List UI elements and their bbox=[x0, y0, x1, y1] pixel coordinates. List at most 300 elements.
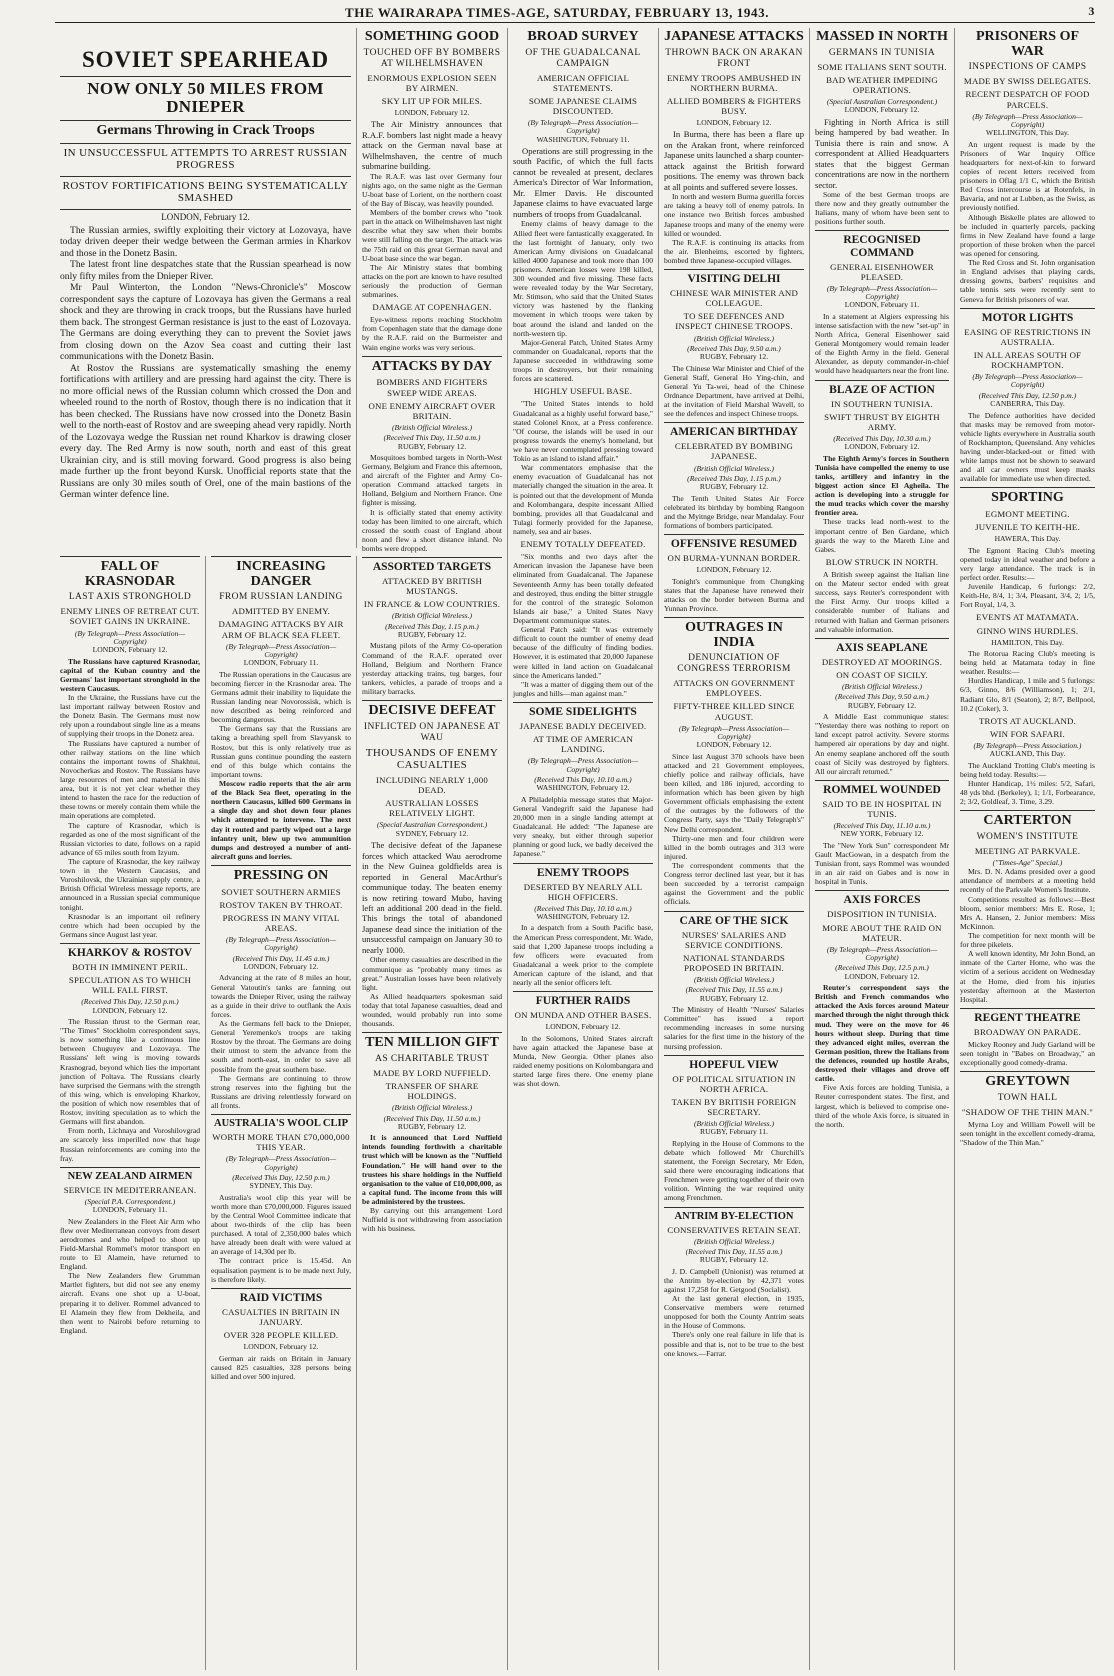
paragraph: In the Ukraine, the Russians have cut the last important railway between Rostov and the Donetz Basin. The Germans must now rely upon a roundabout single line as a means of supplying their troops in the Donetz area. bbox=[60, 692, 200, 739]
dateline-matamata: HAMILTON, This Day. bbox=[991, 637, 1064, 647]
subhead-assorted: ATTACKED BY BRITISH MUSTANGS. bbox=[381, 576, 483, 597]
paragraph: Some of the best German troops are there now and they greatly outnumber the Italians, many of whom have been sent to positions further south. bbox=[815, 190, 949, 227]
body-wool bbox=[211, 1193, 351, 1284]
body-japattacks bbox=[664, 129, 804, 192]
paragraph: An urgent request is made by the Prisoners of War Inquiry Office headquarters for next-of-kin to forward copies of recent letters received from prisoners in Oflag 1/1 C, which the British Red Cross intercourse is at Rotenfels, in Bavaria, and not at Lubben, as the Swiss, as previously notified. bbox=[960, 139, 1095, 213]
subhead-sporting-2: JUVENILE TO KEITH-HE. bbox=[975, 522, 1080, 533]
subhead-raid: CASUALTIES IN BRITAIN IN JANUARY. bbox=[222, 1306, 340, 1327]
subhead-sidelights-2: AT TIME OF AMERICAN LANDING. bbox=[532, 734, 633, 755]
headline-antrim: ANTRIM BY-ELECTION bbox=[674, 1210, 794, 1222]
headline-danger: INCREASING DANGER bbox=[236, 559, 326, 589]
paragraph: At the last general election, in 1935, Conservative members were returned unopposed for both the County Antrim seats in the House of Commons. bbox=[664, 1294, 804, 1331]
received-enemytroops: (Received This Day, 10.10 a.m.) bbox=[534, 903, 632, 913]
dateline-krasnodar: LONDON, February 12. bbox=[92, 645, 168, 655]
headline-axisforces: AXIS FORCES bbox=[843, 894, 921, 907]
paragraph: Thirty-one men and four children were killed in the bomb outrages and 313 were injured. bbox=[664, 833, 804, 861]
subhead-motorlights: EASING OF RESTRICTIONS IN AUSTRALIA. bbox=[964, 326, 1091, 347]
subhead-delhi: CHINESE WAR MINISTER AND COLLEAGUE. bbox=[669, 288, 799, 309]
body-tenmillion bbox=[362, 1133, 502, 1233]
body-blaze bbox=[815, 454, 949, 554]
credit-antrim: (British Official Wireless.) bbox=[693, 1236, 775, 1246]
subhead-axisforces: DISPOSITION IN TUNISIA. bbox=[827, 909, 937, 920]
headline-pressing: PRESSING ON bbox=[233, 867, 329, 883]
paragraph: "Six months and two days after the American invasion the Japanese have been eliminated from Guadalcanal. The Japanese Seventeenth Army has been totally defeated and destroyed, thus ending the bitter struggle for the control of the strategic Solomon Islands air base," a United States Navy Department communique states. bbox=[513, 552, 653, 625]
credit-nzairmen: (Special P.A. Correspondent.) bbox=[84, 1196, 176, 1206]
headline-totally: ENEMY TOTALLY DEFEATED. bbox=[520, 539, 646, 550]
subhead-tenmillion-2: MADE BY LORD NUFFIELD. bbox=[373, 1067, 491, 1078]
dateline-massed: LONDON, February 12. bbox=[844, 105, 920, 115]
paragraph: Major-General Patch, United States Army commander on Guadalcanal, reports that the Japanese succeeded in withdrawing some troops in destroyers, but their remaining forces are scattered. bbox=[513, 337, 653, 384]
subhead-something: TOUCHED OFF BY BOMBERS AT WILHELMSHAVEN bbox=[363, 47, 501, 69]
headline-soviet: SOVIET SPEARHEAD bbox=[82, 47, 329, 72]
paragraph: The Germans are continuing to throw strong reserves into the fighting but the Russians are driving relentlessly forward on all fronts. bbox=[211, 1073, 351, 1110]
subhead-hopeful: OF POLITICAL SITUATION IN NORTH AFRICA. bbox=[672, 1073, 796, 1094]
credit-axisforces: (By Telegraph—Press Association—Copyright) bbox=[826, 944, 938, 963]
dateline-decisive: SYDNEY, February 12. bbox=[395, 828, 469, 838]
headline-massed: MASSED IN NORTH bbox=[816, 29, 948, 44]
dateline-japattacks: LONDON, February 12. bbox=[696, 117, 772, 127]
subhead-outrages: DENUNCIATION OF CONGRESS TERRORISM bbox=[677, 653, 791, 675]
received-care: (Received This Day, 11.55 a.m.) bbox=[685, 985, 783, 995]
body-furtherraids bbox=[513, 1034, 653, 1089]
subhead-greytown: TOWN HALL bbox=[997, 1093, 1058, 1104]
column-2-lower bbox=[206, 556, 357, 1670]
credit-birthday: (British Official Wireless.) bbox=[693, 463, 775, 473]
subhead-birthday: CELEBRATED BY BOMBING JAPANESE. bbox=[674, 441, 794, 462]
subhead-axisforces-2: MORE ABOUT THE RAID ON MATEUR. bbox=[822, 922, 942, 943]
paragraph: Australia's wool clip this year will be worth more than £70,000,000. Figures issued by the Central Wool Committee indicate that about two-thirds of the clip has been purchased. A total of 2,350,000 bales which have already been dealt with were valued at an average of 14,30d per lb. bbox=[211, 1192, 351, 1257]
paragraph: German air raids on Britain in January caused 825 casualties, 328 persons being killed and over 500 injured. bbox=[211, 1353, 351, 1381]
credit-assorted: (British Official Wireless.) bbox=[391, 611, 473, 621]
headline-recognised: RECOGNISED COMMAND bbox=[843, 234, 921, 259]
dateline-blaze: LONDON, February 12. bbox=[844, 442, 920, 452]
body-greytown bbox=[960, 1120, 1095, 1147]
paragraph: The Russians have captured Krasnodar, capital of the Kuban country and the Germans' last important stronghold in the western Caucasus. bbox=[60, 656, 200, 693]
received-tenmillion: (Received This Day, 11.50 a.m.) bbox=[383, 1113, 481, 1123]
headline-motorlights: MOTOR LIGHTS bbox=[981, 311, 1074, 324]
body-motorlights bbox=[960, 411, 1095, 484]
subhead-recognised: GENERAL EISENHOWER PLEASED. bbox=[830, 261, 934, 282]
received-birthday: (Received This Day, 1.15 p.m.) bbox=[687, 473, 781, 483]
paragraph: Other enemy casualties are described in the communique as "probably many times as great." Australian losses have been relatively light. bbox=[362, 955, 502, 992]
subhead-massed-3: BAD WEATHER IMPEDING OPERATIONS. bbox=[826, 74, 938, 95]
credit-pressing: (By Telegraph—Press Association—Copyright) bbox=[225, 935, 337, 953]
paragraph: Enemy claims of heavy damage to the Allied fleet were fantastically exaggerated. In the last fortnight of January, only two American Army divisions on Guadalcanal killed 4000 Japanese and took more than 100 prisoners. American losses were 198 killed, 300 wounded and five missing. These facts were revealed today by the War Secretary, Mr. Stimson, who said that the United States victory was hastened by the flanking movement in which troops were taken by boat around the island and landed on the north-western tip. bbox=[513, 219, 653, 338]
paragraph: Reuter's correspondent says the British and French commandos who attacked the Axis forces around Mateur marched through the night through thick mud. They were on the move for 46 hours without sleep. During that time they advanced eight miles, overran the German position, threw the Italians from the defences, rounded up hostile Arabs, destroyed their villages and drove off cattle. bbox=[815, 983, 949, 1084]
received-antrim: (Received This Day, 11.55 a.m.) bbox=[685, 1247, 783, 1257]
headline-enemytroops: ENEMY TROOPS bbox=[536, 866, 630, 879]
paragraph: The decisive defeat of the Japanese forces which attacked Wau aerodrome in the New Guinea goldfields area is reported in General MacArthur's communique today. The beaten enemy is now retiring toward Mubo, having left an additional 200 dead in the field. This brings the total of abandoned Japanese dead since the initiation of the unsuccessful campaign on January 30 to nearly 1000. bbox=[362, 840, 502, 955]
paragraph: As Allied headquarters spokesman said today that total Japanese casualties, dead and wounded, would probably run into some thousands. bbox=[362, 991, 502, 1029]
paragraph: The Russian thrust to the German rear, "The Times" Stockholm correspondent says, is now something like a continuous line between Chuguyev and Lozovaya. The Russians' left wing is moving towards Krasnograd, beyond which lies the important junction of Poltava. The Russians clearly have surprised the Germans with the strength of this wing, which is enveloping Kharkov, the position of which now resembles that of Rostov, inviting speculation as to which the Germans will first abandon. bbox=[60, 1017, 200, 1127]
body-birthday bbox=[664, 494, 804, 530]
subhead-krasnodar-2: ENEMY LINES OF RETREAT CUT. SOVIET GAINS IN UKRAINE. bbox=[60, 606, 200, 627]
subhead-offensive: ON BURMA-YUNNAN BORDER. bbox=[667, 553, 801, 564]
credit-wool: (By Telegraph—Press Association—Copyright) bbox=[225, 1154, 337, 1172]
body-attacksday bbox=[362, 453, 502, 553]
subhead-sporting: EGMONT MEETING. bbox=[985, 509, 1070, 520]
dateline-assorted: RUGBY, February 12. bbox=[397, 630, 467, 640]
body-danger bbox=[211, 670, 351, 861]
body-rommel bbox=[815, 841, 949, 887]
subhead-seaplane: DESTROYED AT MOORINGS. bbox=[821, 656, 943, 667]
subhead-trots: WIN FOR SAFARI. bbox=[990, 728, 1065, 739]
body-sidelights bbox=[513, 795, 653, 859]
dateline-trots: AUCKLAND, This Day. bbox=[989, 749, 1066, 759]
subhead-krasnodar: LAST AXIS STRONGHOLD bbox=[68, 592, 192, 603]
paragraph: Operations are still progressing in the south Pacific, of which the full facts cannot be revealed at present, declares America's Director of War Information, Mr. Elmer Davis. He discounted Japanese claims to have evacuated large numbers of troops from Guadalcanal. bbox=[513, 146, 653, 219]
dateline-delhi: RUGBY, February 12. bbox=[699, 352, 769, 362]
subhead-hopeful-2: TAKEN BY BRITISH FOREIGN SECRETARY. bbox=[671, 1096, 797, 1117]
body-broad bbox=[513, 146, 653, 219]
paragraph: It is announced that Lord Nuffield intends founding forthwith a charitable trust which will be known as the "Nuffield Foundation." He will hand over to the trustees his share holdings in the Nuffield organisation to the value of £10,000,000, as a capital fund. The income from this will be administered by the trustees. bbox=[362, 1133, 502, 1207]
subhead-assorted-2: IN FRANCE & LOW COUNTRIES. bbox=[363, 599, 501, 610]
subhead-outrages-3: FIFTY-THREE KILLED SINCE AUGUST. bbox=[673, 701, 795, 722]
body-kharkov bbox=[60, 1017, 200, 1163]
body-matamata bbox=[960, 649, 1095, 713]
paragraph: The competition for next month will be for three pikelets. bbox=[960, 931, 1095, 950]
paragraph: Moscow radio reports that the air arm of the Black Sea fleet, operating in the northern Caucasus, killed 600 Germans in a single day and shot down four planes which attempted to intervene. The next day it routed and partly wiped out a large infantry unit, blew up two ammunition dumps and destroyed a number of anti-aircraft guns and lorries. bbox=[211, 778, 351, 861]
body-nzairmen bbox=[60, 1217, 200, 1335]
body-krasnodar bbox=[60, 657, 200, 939]
subhead-danger-3: DAMAGING ATTACKS BY AIR ARM OF BLACK SEA FLEET. bbox=[218, 619, 344, 640]
dateline-offensive: LONDON, February 12. bbox=[696, 565, 772, 575]
headline-greytown: GREYTOWN bbox=[985, 1074, 1070, 1090]
paragraph: The Chinese War Minister and Chief of the General Staff, General Ho Ying-chin, and General Yu Ta-wei, head of the Chinese Ordnance Department, have arrived at Delhi, at the invitation of Field Marshal Wavell, to see the defences and inspect Chinese troops. bbox=[664, 363, 804, 419]
paragraph: By carrying out this arrangement Lord Nuffield is not withdrawing from association with his business. bbox=[362, 1206, 502, 1234]
paragraph: Since last August 370 schools have been attacked and 21 Government employees, chiefly police and railway officials, have been killed, and 186 injured, according to information which has been given by high Government officials emphasising the extent of the outrages by the followers of the Congress Party, says the "Daily Telegraph's" New Delhi correspondent. bbox=[664, 751, 804, 834]
credit-seaplane: (British Official Wireless.) bbox=[841, 682, 923, 692]
body-offensive bbox=[664, 577, 804, 613]
headline-sidelights: SOME SIDELIGHTS bbox=[529, 705, 637, 718]
subhead-prisoners: INSPECTIONS OF CAMPS bbox=[968, 62, 1087, 73]
body-assorted bbox=[362, 641, 502, 696]
dateline-broad: WASHINGTON, February 11. bbox=[536, 134, 630, 144]
dateline-furtherraids: LONDON, February 12. bbox=[545, 1022, 621, 1032]
paragraph: The contract price is 15.45d. An equalisation payment is to be made next July, is therefore likely. bbox=[211, 1256, 351, 1284]
column-1-lower bbox=[55, 556, 206, 1670]
headline-care: CARE OF THE SICK bbox=[679, 914, 789, 927]
headline-hopeful: HOPEFUL VIEW bbox=[689, 1058, 779, 1071]
headline-outrages: OUTRAGES IN INDIA bbox=[685, 619, 783, 650]
body-care bbox=[664, 1005, 804, 1051]
received-assorted: (Received This Day, 1.15 p.m.) bbox=[385, 621, 479, 631]
paragraph: It is officially stated that enemy activity today has been limited to one aircraft, which crossed the south coast of England about noon and flew a short distance inland. No bombs were dropped. bbox=[362, 507, 502, 553]
paragraph: Mr Paul Winterton, the London "News-Chronicle's" Moscow correspondent says the capture of Lozovaya has given the Germans a real shock and they are throwing in crack troops, but the Russians have hurled them back. The strongest German resistance is just to the east of Lozovaya. The Germans are doing everything they can to prevent the Soviet jaws from closing down on the Azov Sea coast and cutting their last communications with the Donetz Basin. bbox=[60, 282, 351, 363]
paragraph: The correspondent comments that the Congress terror declined last year, but it has been succeeded by a terrorist campaign against the Government and the public officials. bbox=[664, 860, 804, 907]
headline-trots: TROTS AT AUCKLAND. bbox=[978, 715, 1077, 726]
received-axisforces: (Received This Day, 12.5 p.m.) bbox=[835, 963, 929, 973]
subhead-decisive: INFLICTED ON JAPANESE AT WAU bbox=[363, 721, 501, 743]
body-sporting bbox=[960, 546, 1095, 610]
body-copenhagen bbox=[362, 315, 502, 351]
received-rommel: (Received This Day, 11.10 a.m.) bbox=[833, 821, 931, 831]
subhead-greytown-2: "SHADOW OF THE THIN MAN." bbox=[961, 1106, 1094, 1117]
credit-krasnodar: (By Telegraph—Press Association—Copyright) bbox=[74, 628, 186, 646]
paragraph: A well known identity, Mr John Bond, an inmate of the Carter Home, who was the victim of a serious accident on Wednesday at the Home, died from his injuries yesterday afternoon at the Masterton Hospital. bbox=[960, 949, 1095, 1004]
body-totally bbox=[513, 552, 653, 698]
dateline-antrim: RUGBY, February 12. bbox=[699, 1255, 769, 1265]
paragraph: Mickey Rooney and Judy Garland will be seen tonight in "Babes on Broadway," an exceptionally good comedy-drama. bbox=[960, 1040, 1095, 1068]
paragraph: Krasnodar is an important oil refinery centre which had been occupied by the Germans since August last year. bbox=[60, 911, 200, 939]
body-massed-small bbox=[815, 190, 949, 226]
paragraph: The Tenth United States Air Force celebrated its birthday by bombing Rangoon and the Myitnge Bridge, near Mandalay. Four formations of bombers participated. bbox=[664, 493, 804, 530]
paragraph: Five Axis forces are holding Tunisia, a Reuter correspondent states. The first, and largest, which is believed to comprise one-third of the whole Axis force, is situated in the north. bbox=[815, 1083, 949, 1129]
body-japattacks-small bbox=[664, 192, 804, 265]
headline-blaze: BLAZE OF ACTION bbox=[829, 383, 935, 396]
credit-attacksday: (British Official Wireless.) bbox=[391, 422, 473, 432]
headline-highlyuseful: HIGHLY USEFUL BASE. bbox=[533, 386, 633, 397]
dateline-outrages: LONDON, February 12. bbox=[696, 740, 772, 750]
headline-sporting: SPORTING bbox=[991, 490, 1064, 506]
credit-recognised: (By Telegraph—Press Association—Copyright) bbox=[826, 283, 938, 302]
subhead-soviet-3: IN UNSUCCESSFUL ATTEMPTS TO ARREST RUSSIAN PROGRESS bbox=[63, 146, 348, 172]
body-decisive bbox=[362, 840, 502, 955]
article-soviet bbox=[55, 28, 357, 548]
subhead-furtherraids: ON MUNDA AND OTHER BASES. bbox=[514, 1010, 652, 1021]
received-pressing: (Received This Day, 11.45 a.m.) bbox=[232, 953, 330, 963]
dateline-prisoners: WELLINGTON, This Day. bbox=[985, 128, 1070, 138]
body-something bbox=[362, 119, 502, 171]
subhead-soviet-4: ROSTOV FORTIFICATIONS BEING SYSTEMATICALLY SMASHED bbox=[62, 179, 349, 205]
subhead-japattacks-3: ALLIED BOMBERS & FIGHTERS BUSY. bbox=[666, 95, 802, 116]
paragraph: The Auckland Trotting Club's meeting is being held today. Results:— bbox=[960, 760, 1095, 779]
headline-offensive: OFFENSIVE RESUMED bbox=[670, 538, 798, 551]
subhead-care: NURSES' SALARIES AND SERVICE CONDITIONS. bbox=[681, 929, 787, 950]
headline-furtherraids: FURTHER RAIDS bbox=[535, 995, 631, 1008]
subhead-something-3: SKY LIT UP FOR MILES. bbox=[381, 95, 483, 106]
credit-outrages: (By Telegraph—Press Association—Copyright) bbox=[678, 723, 790, 741]
subhead-danger: FROM RUSSIAN LANDING bbox=[219, 592, 343, 603]
subhead-danger-2: ADMITTED BY ENEMY. bbox=[231, 606, 331, 617]
body-massed bbox=[815, 117, 949, 190]
body-recognised bbox=[815, 312, 949, 376]
subhead-prisoners-2: MADE BY SWISS DELEGATES. bbox=[963, 76, 1092, 87]
headline-decisive: DECISIVE DEFEAT bbox=[368, 703, 496, 719]
paragraph: The Eighth Army's forces in Southern Tunisia have compelled the enemy to use tanks, artillery and infantry in the biggest action since El Agheila. The action is developing into a struggle for the mud tracks which cover the marshy frontier area. bbox=[815, 453, 949, 518]
paragraph: Advancing at the rate of 8 miles an hour, General Vatoutin's tanks are fanning out towards the Dnieper River, using the railway as a guide in their drive to outflank the Axis forces. bbox=[211, 973, 351, 1019]
paragraph: "It was a matter of digging them out of the jungles and hills—man against man." bbox=[513, 679, 653, 698]
dateline-rommel: NEW YORK, February 12. bbox=[840, 829, 924, 839]
paragraph: A British sweep against the Italian line on the Mateur sector ended with great success, says Reuter's correspondent with the First Army. Our troops killed a considerable number of Italians and returned with Italian and German prisoners and valuable information. bbox=[815, 569, 949, 634]
credit-massed: (Special Australian Correspondent.) bbox=[826, 96, 938, 106]
paragraph: Juvenile Handicap, 6 furlongs: 2/2, Keith-He, 8/4, 1; 3/4, Pleasant, 3/4, 2; 1/5, Fort Royal, 1/4, 3. bbox=[960, 582, 1095, 610]
received-seaplane: (Received This Day, 9.50 a.m.) bbox=[835, 692, 929, 702]
credit-tenmillion: (British Official Wireless.) bbox=[391, 1103, 473, 1113]
headline-blowstruck: BLOW STRUCK IN NORTH. bbox=[825, 556, 939, 567]
dateline-sidelights: WASHINGTON, February 12. bbox=[536, 783, 630, 793]
paragraph: Mrs. D. N. Adams presided over a good attendance of members at a meeting held recently of the Parkvale Women's Institute. bbox=[960, 867, 1095, 895]
paragraph: Replying in the House of Commons to the debate which followed Mr Churchill's statement, the Foreign Secretary, Mr Eden, said there were encouraging indications that Frenchmen were getting together of their own volition. Winning the war required unity among Frenchmen. bbox=[664, 1138, 804, 1203]
paragraph: New Zealanders in the Fleet Air Arm who flew over Mediterranean convoys from desert aerodromes and who helped to shoot up Field-Marshal Rommel's motor transport en route to El Alamein, have returned to England. bbox=[60, 1216, 200, 1272]
dateline-birthday: RUGBY, February 12. bbox=[699, 482, 769, 492]
headline-raid: RAID VICTIMS bbox=[239, 1291, 323, 1304]
credit-carterton: ("Times-Age" Special.) bbox=[992, 857, 1063, 867]
headline-matamata: EVENTS AT MATAMATA. bbox=[976, 612, 1079, 623]
received-wool: (Received This Day, 12.50 p.m.) bbox=[232, 1173, 330, 1183]
subhead-broad-3: SOME JAPANESE CLAIMS DISCOUNTED. bbox=[528, 95, 638, 116]
subhead-attacksday-2: ONE ENEMY AIRCRAFT OVER BRITAIN. bbox=[368, 400, 496, 421]
paragraph: The "New York Sun" correspondent Mr Gault MacGowan, in a despatch from the Tunisian front, says Rommel was wounded in an air raid on Gabes and is now in hospital in Tunis. bbox=[815, 840, 949, 887]
credit-sidelights: (By Telegraph—Press Association—Copyright) bbox=[527, 756, 639, 774]
subhead-carterton-2: MEETING AT PARKVALE. bbox=[974, 845, 1081, 856]
subhead-blaze-2: SWIFT THRUST BY EIGHTH ARMY. bbox=[824, 411, 940, 432]
body-carterton bbox=[960, 867, 1095, 1004]
paragraph: Although Biskelle plates are allowed to be included in quarterly parcels, packing firms in New Zealand have found a large proportion of these broken when the parcel was opened for censoring. bbox=[960, 212, 1095, 258]
body-blowstruck bbox=[815, 570, 949, 634]
body-outrages bbox=[664, 752, 804, 907]
paragraph: Competitions resulted as follows:—Best bloom, senior members: Mrs E. Rose, 1; Mrs A. Hansen, 2. Junior members: Miss McKinnon. bbox=[960, 894, 1095, 931]
subhead-carterton: WOMEN'S INSTITUTE bbox=[976, 831, 1079, 842]
subhead-delhi-2: TO SEE DEFENCES AND INSPECT CHINESE TROOPS. bbox=[675, 311, 793, 332]
subhead-soviet-2: Germans Throwing in Crack Troops bbox=[96, 122, 315, 138]
credit-trots: (By Telegraph—Press Association.) bbox=[973, 740, 1082, 750]
dateline-danger: LONDON, February 11. bbox=[243, 658, 319, 668]
paragraph: The New Zealanders flew Grumman Martlet fighters, but did not see any enemy aircraft. Evans one shot up a U-boat, preparing it to deliver. Rommel advanced to El Alamein they flew from Dekheila, and then went to Nairobi before returning to England. bbox=[60, 1271, 200, 1335]
headline-attacksday: ATTACKS BY DAY bbox=[371, 358, 493, 374]
subhead-japattacks: THROWN BACK ON ARAKAN FRONT bbox=[665, 47, 803, 69]
subhead-care-2: NATIONAL STANDARDS PROPOSED IN BRITAIN. bbox=[682, 952, 786, 973]
paragraph: The capture of Krasnodar, which is regarded as one of the most significant of the Russian victories to date, follows on a rapid advance of 65 miles south from Izyum. bbox=[60, 820, 200, 857]
paragraph: The Red Cross and St. John organisation in England advises that playing cards, dressing gowns, barbers' requisites and table tennis sets were recently sent to Geneva for British prisoners of war. bbox=[960, 258, 1095, 304]
subhead-decisive-3: INCLUDING NEARLY 1,000 DEAD. bbox=[376, 774, 488, 796]
received-sidelights: (Received This Day, 10.10 a.m.) bbox=[534, 775, 632, 785]
body-seaplane bbox=[815, 712, 949, 776]
paragraph: J. D. Campbell (Unionist) was returned at the Antrim by-election by 42,371 votes against 17,258 for R. Getgood (Socialist). bbox=[664, 1266, 804, 1294]
paragraph: The R.A.F. is continuing its attacks from the air. Blenheims, escorted by fighters, bombed three Japanese-occupied villages. bbox=[664, 237, 804, 265]
subhead-attacksday: BOMBERS AND FIGHTERS SWEEP WIDE AREAS. bbox=[376, 377, 488, 398]
column-4 bbox=[508, 28, 659, 1670]
headline-wool: AUSTRALIA'S WOOL CLIP bbox=[213, 1118, 348, 1130]
column-5 bbox=[659, 28, 810, 1670]
credit-motorlights: (By Telegraph—Press Association—Copyright) bbox=[972, 372, 1083, 390]
page-number: 3 bbox=[1088, 4, 1095, 18]
subhead-pressing: SOVIET SOUTHERN ARMIES bbox=[221, 886, 341, 897]
dateline-kharkov: LONDON, February 12. bbox=[92, 1005, 168, 1015]
credit-care: (British Official Wireless.) bbox=[693, 975, 775, 985]
paragraph: Members of the bomber crews who "took part in the attack on Wilhelmshaven last night describe what they saw when their bombs were still falling on the target. The attack was the 75th raid on this great German naval and U-boat base since the war began. bbox=[362, 208, 502, 263]
subhead-broad-2: AMERICAN OFFICIAL STATEMENTS. bbox=[536, 72, 630, 93]
subhead-antrim: CONSERVATIVES RETAIN SEAT. bbox=[667, 1224, 801, 1235]
paragraph: War commentators emphasise that the enemy evacuation of Guadalcanal has not materially changed the situation in the area. It is pointed out that the development of Munda and Kolombangara, despite incessant Allied bombing, provides all that Guadalcanal and Tulagi formerly provided for the Japanese, namely, sea and air bases. bbox=[513, 463, 653, 536]
body-regent bbox=[960, 1040, 1095, 1067]
paragraph: In north and western Burma guerilla forces are taking a heavy toll of enemy patrols. In one instance two British forces ambushed Japanese troops and many of the enemy were killed or wounded. bbox=[664, 192, 804, 238]
body-prisoners bbox=[960, 140, 1095, 304]
body-decisive-small bbox=[362, 955, 502, 1028]
paragraph: At Rostov the Russians are systematically smashing the enemy fortifications with artillery and are pressing hard against the city. There is no more official news of the Russian column which crossed the Don and wheeled round to the north of Rostov, though there is no indication that it has been checked. The Russians have now crossed into the Donetz Basin well to the north-east of Rostov and are sweeping ahead very rapidly. North of the Lozovaya wedge the Russian net round Kharkov is drawing closer every day. The Red Army is now south, north and east of this great Ukrainian city, and is still moving forward. Good progress is also being made further up the front beyond Kursk. Unofficial reports state that the Russians are only 30 miles south of Orel, one of the main bastions of the German winter defence line. bbox=[60, 362, 351, 501]
column-7 bbox=[955, 28, 1100, 1670]
headline-broad: BROAD SURVEY bbox=[527, 29, 639, 44]
received-kharkov: (Received This Day, 12.50 p.m.) bbox=[81, 997, 179, 1007]
paragraph: The Defence authorities have decided that masks may be removed from motor-vehicle lights everywhere in Australia south of Rockhampton, Queensland. Any vehicles having under-blacked-out or fitted with white lamps must not be shown to seaward and all car owners must keep masks available for immediate use when directed. bbox=[960, 410, 1095, 484]
column-3 bbox=[357, 28, 508, 1670]
received-blaze: (Received This Day, 10.30 a.m.) bbox=[833, 433, 931, 443]
paragraph: In a statement at Algiers expressing his intense satisfaction with the new "set-up" in North Africa, General Eisenhower said General Montgomery would remain leader of the Eighth Army in the field. General Alexander, as deputy commander-in-chief would have headquarters near the front line. bbox=[815, 311, 949, 376]
subhead-motorlights-2: IN ALL AREAS SOUTH OF ROCKHAMPTON. bbox=[973, 349, 1082, 371]
paragraph: The Russian armies, swiftly exploiting their victory at Lozovaya, have today driven deeper their wedge between the German armies in Kharkov and those in the Donetz Basin. bbox=[60, 224, 351, 259]
headline-seaplane: AXIS SEAPLANE bbox=[836, 641, 928, 654]
headline-regent: REGENT THEATRE bbox=[974, 1011, 1081, 1024]
headline-assorted: ASSORTED TARGETS bbox=[372, 561, 492, 574]
headline-something: SOMETHING GOOD bbox=[364, 29, 500, 44]
paragraph: A Middle East communique states: "Yesterday there was nothing to report on land except patrol activity. Severe storms hampered air operations by day and night. An enemy seaplane anchored off the south coast of Sicily was destroyed by fighters. All our aircraft returned." bbox=[815, 712, 949, 776]
paragraph: In Burma, there has been a flare up on the Arakan front, where reinforced Japanese units launched a sharp counter-attack against the British forward positions. The enemy was thrown back at all points and suffered severe losses. bbox=[664, 129, 804, 192]
headline-birthday: AMERICAN BIRTHDAY bbox=[670, 426, 798, 439]
body-axisforces bbox=[815, 983, 949, 1129]
paragraph: The Russian operations in the Caucasus are becoming fiercer in the Krasnodar area. The Germans admit their inability to liquidate the Russian landing near Novorossisk, which is now described as being reinforced and becoming dangerous. bbox=[211, 669, 352, 725]
subhead-wool: WORTH MORE THAN £70,000,000 THIS YEAR. bbox=[212, 1132, 350, 1153]
paragraph: Fighting in North Africa is still being hampered by bad weather. In Tunisia there is rain and snow. A correspondent at Allied Headquarters states that the biggest German concentrations are now in the northern sector. bbox=[815, 116, 949, 190]
paragraph: From north, Lichnaya and Voroshilovgrad are scarcely less imperilled now that huge Russian reinforcements are coming into the fray. bbox=[60, 1126, 200, 1163]
body-pressing bbox=[211, 973, 351, 1110]
subhead-massed-2: SOME ITALIANS SENT SOUTH. bbox=[817, 61, 947, 72]
body-soviet bbox=[60, 225, 351, 501]
subhead-raid-2: OVER 328 PEOPLE KILLED. bbox=[223, 1330, 339, 1341]
paragraph: Mustang pilots of the Army Co-operation Command of the R.A.F. operated over Holland, Belgium and Northern France yesterday attacking trains, tug barges, four tankers, vehicles, a parade of troops and a military barracks. bbox=[362, 641, 502, 697]
paragraph: The Rotorua Racing Club's meeting is being held at Matamata today in fine weather. Results:— bbox=[960, 648, 1095, 677]
headline-carterton: CARTERTON bbox=[983, 813, 1072, 829]
paragraph: A Philadelphia message states that Major-General Vandegrift said the Japanese had 20,000 men in a single landing attempt at Guadalcanal. He added: "The Japanese are very sneaky, but either through superior planning or good luck, we badly deceived the Japanese." bbox=[513, 794, 653, 859]
dateline-attacksday: RUGBY, February 12. bbox=[397, 441, 467, 451]
subhead-soviet-1: NOW ONLY 50 MILES FROM DNIEPER bbox=[87, 79, 324, 116]
credit-prisoners: (By Telegraph—Press Association—Copyright) bbox=[972, 111, 1083, 129]
subhead-decisive-4: AUSTRALIAN LOSSES RELATIVELY LIGHT. bbox=[385, 798, 479, 819]
subhead-something-2: ENORMOUS EXPLOSION SEEN BY AIRMEN. bbox=[367, 72, 497, 93]
paragraph: The Russians have captured a number of other railway stations on the line which contains the important towns of Shakhtui, Novocherkas and Rostov. The Russians have large resources of men and material in this area, but it is not yet clear whether they intend to hasten the race for the reduction of these towns or merely contain them while the main operations are completed. bbox=[60, 738, 200, 821]
dateline-sporting: HAWERA, This Day. bbox=[994, 534, 1061, 544]
headline-nzairmen: NEW ZEALAND AIRMEN bbox=[67, 1170, 193, 1182]
paragraph: Eye-witness reports reaching Stockholm from Copenhagen state that the damage done by the R.A.F. raid on the Burmeister and Wain engine works was very serious. bbox=[362, 315, 502, 352]
paragraph: The R.A.F. was last over Germany four nights ago, on the same night as the German U-boat base of Lorient, on the northern coast of the Bay of Biscay, was heavily pounded. bbox=[362, 171, 502, 208]
dateline-nzairmen: LONDON, February 11. bbox=[92, 1205, 168, 1215]
dateline-soviet: LONDON, February 12. bbox=[161, 212, 250, 223]
paragraph: General Patch said: "It was extremely difficult to count the number of enemy dead because of the difficulty of finding bodies. However, it is estimated that 20,000 Japanese were killed in land action on Guadalcanal since the Americans landed." bbox=[513, 625, 653, 680]
subhead-prisoners-3: RECENT DESPATCH OF FOOD PARCELS. bbox=[965, 89, 1090, 110]
paragraph: In a despatch from a South Pacific base, the American Press correspondent, Mr. Wade, said that 1,200 Japanese troops including a few officers were evacuated from Guadalcanal a week prior to the complete American capture of the island, and that nearly all the senior officers left. bbox=[513, 923, 653, 988]
body-raid bbox=[211, 1354, 351, 1381]
paragraph: Hurdles Handicap, 1 mile and 5 furlongs: 6/3, Ginno, 8/6 (Williamson), 1; 2/1, Radiant Glo, 8/1 (Seaton), 2; 8/7, Bellpool, 10.2 (Coker), 3. bbox=[960, 676, 1095, 713]
masthead bbox=[55, 4, 1095, 23]
dateline-seaplane: RUGBY, February 12. bbox=[847, 700, 917, 710]
subhead-pressing-2: ROSTOV TAKEN BY THROAT. bbox=[219, 899, 343, 910]
received-attacksday: (Received This Day, 11.50 a.m.) bbox=[383, 433, 481, 443]
headline-delhi: VISITING DELHI bbox=[687, 273, 781, 286]
paragraph: The latest front line despatches state that the Russian spearhead is now only fifty miles from the Dnieper River. bbox=[60, 259, 351, 282]
body-broad-small bbox=[513, 219, 653, 383]
column-6 bbox=[810, 28, 955, 1670]
subhead-kharkov-2: SPECULATION AS TO WHICH WILL FALL FIRST. bbox=[68, 975, 192, 996]
paragraph: These tracks lead north-west to the important centre of Ben Gardane, which guards the way to the Mareth Line and Gabes. bbox=[815, 517, 949, 554]
subhead-outrages-2: ATTACKS ON GOVERNMENT EMPLOYEES. bbox=[673, 678, 795, 699]
subhead-regent: BROADWAY ON PARADE. bbox=[973, 1026, 1082, 1037]
headline-kharkov: KHARKOV & ROSTOV bbox=[67, 946, 193, 959]
subhead-decisive-2: THOUSANDS OF ENEMY CASUALTIES bbox=[365, 746, 499, 772]
paragraph: The Germans say that the Russians are taking a breathing spell from Slavyansk to Rostov, but this is only relatively true as Russian guns continue pounding the eastern end of this bulge which contains the important towns. bbox=[211, 724, 351, 779]
credit-danger: (By Telegraph—Press Association—Copyright) bbox=[225, 641, 337, 659]
body-delhi bbox=[664, 364, 804, 419]
dateline-pressing: LONDON, February 12. bbox=[243, 962, 319, 972]
headline-rommel: ROMMEL WOUNDED bbox=[823, 783, 941, 796]
paragraph: Hunter Handicap, 1½ miles: 5/2, Safari, 48 yds bhd. (Berkeley), 1; 1/1, Forbearance, 2; 3/2, Goldleaf, 3. Time, 3.29. bbox=[960, 778, 1095, 807]
dateline-enemytroops: WASHINGTON, February 12. bbox=[536, 912, 630, 922]
subhead-enemytroops: DESERTED BY NEARLY ALL HIGH OFFICERS. bbox=[523, 881, 643, 902]
paragraph: There's only one real failure in life that is possible and that is, not to be true to the best one knows.—Farrar. bbox=[664, 1330, 804, 1358]
credit-broad: (By Telegraph—Press Association—Copyright) bbox=[527, 117, 639, 136]
dateline-motorlights: CANBERRA, This Day. bbox=[990, 399, 1065, 409]
subhead-broad: OF THE GUADALCANAL CAMPAIGN bbox=[525, 47, 641, 69]
subhead-tenmillion: AS CHARITABLE TRUST bbox=[375, 1053, 489, 1064]
headline-krasnodar: FALL OF KRASNODAR bbox=[84, 559, 176, 589]
